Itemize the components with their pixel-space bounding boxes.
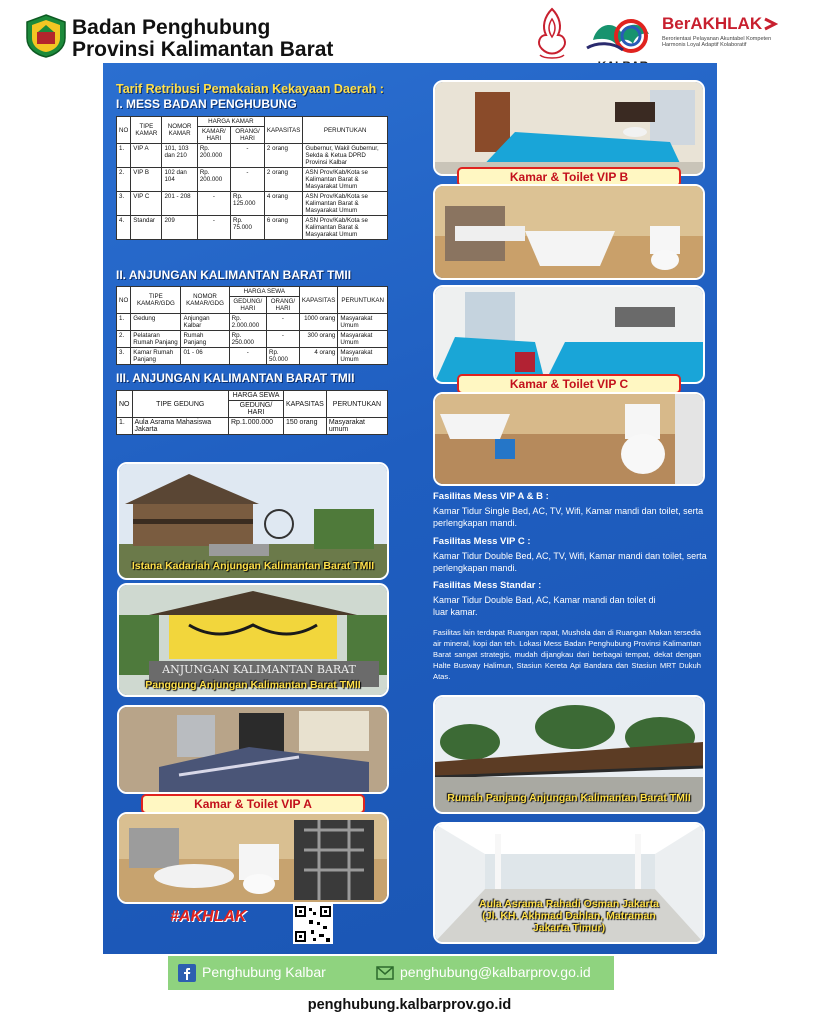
section2-title: II. ANJUNGAN KALIMANTAN BARAT TMII [116,268,352,282]
vip-c-toilet-photo [433,392,705,486]
fac-vip-c-title: Fasilitas Mess VIP C : [433,536,531,547]
cell: VIP B [131,168,162,192]
anj-header-kapasitas: KAPASITAS [299,287,337,314]
cell: 1. [117,314,131,331]
cell: Gedung [131,314,181,331]
kalbar-emblem-logo [25,14,67,58]
table-row [117,192,388,216]
aula-header-tipe: TIPE GEDUNG [132,391,229,418]
cell: Rp. 250.000 [229,331,266,348]
cell: Masyarakat Umum [338,314,388,331]
email-link[interactable]: penghubung@kalbarprov.go.id [400,964,591,980]
table-row [117,168,388,192]
vip-c-toilet-illustration [435,394,703,484]
cell: ASN Prov/Kab/Kota se Kalimantan Barat & Masyarakat Umum [303,216,388,240]
cell: ASN Prov/Kab/Kota se Kalimantan Barat & Masyarakat Umum [303,168,388,192]
cell: - [267,314,300,331]
table-row [117,314,388,331]
vip-b-caption: Kamar & Toilet VIP B [457,167,681,187]
cell: - [231,144,265,168]
qr-code-icon[interactable] [293,904,333,944]
vip-b-toilet-photo [433,184,705,280]
cell: 1. [117,418,133,435]
cell: - [267,331,300,348]
cell: 2 orang [264,168,302,192]
berakhlak-subtitle: Berorientasi Pelayanan Akuntabel Kompeten Harmonis Loyal Adaptif Kolaboratif [662,36,772,48]
vip-c-room-photo [433,285,705,384]
cell: 4. [117,216,131,240]
facebook-icon [178,964,196,982]
fac-standar-text: Kamar Tidur Double Bad, AC, Kamar mandi dan toilet di luar kamar. [433,595,656,617]
akhlak-badge [170,908,260,942]
cell: 150 orang [283,418,326,435]
mess-header-orang-hari: ORANG/ HARI [231,127,265,144]
vip-c-room-illustration [435,287,703,382]
cell: Rp. 125.000 [231,192,265,216]
table-row [117,216,388,240]
anj-header-harga: HARGA SEWA [229,287,299,297]
cell: 2. [117,168,131,192]
mess-header-kapasitas: KAPASITAS [264,117,302,144]
anjungan-table [116,286,388,365]
org-line-1: Badan Penghubung [72,16,271,39]
cell: - [197,216,230,240]
fac-standar-title: Fasilitas Mess Standar : [433,580,542,591]
aula-header-peruntukan: PERUNTUKAN [326,391,387,418]
fac-vip-c-text: Kamar Tidur Double Bed, AC, TV, Wifi, Kamar mandi dan toilet, serta perlengkapan mandi. [433,551,707,573]
cell: 2. [117,331,131,348]
cell: VIP C [131,192,162,216]
vip-b-toilet-illustration [435,186,703,278]
vip-a-toilet-photo [117,812,389,904]
cell: - [231,168,265,192]
mess-header-no: NO [117,117,131,144]
rumah-panjang-photo [433,695,705,814]
table-row [117,418,388,435]
cell: Pelataran Rumah Panjang [131,331,181,348]
aula-caption-line2: (Jl. KH. Akhmad Dahlan, Matraman [482,910,656,922]
cell: 01 - 06 [181,348,229,365]
org-line-2: Provinsi Kalimantan Barat [72,38,334,61]
aula-header-kapasitas: KAPASITAS [283,391,326,418]
istana-caption: Istana Kadariah Anjungan Kalimantan Barat TMII [131,560,375,572]
cell: 4 orang [299,348,337,365]
cell: 4 orang [264,192,302,216]
cell: VIP A [131,144,162,168]
anj-header-gedung-hari: GEDUNG/ HARI [229,297,266,314]
cell: - [197,192,230,216]
cell: Masyarakat umum [326,418,387,435]
aula-header-harga: HARGA SEWA [229,391,284,401]
tarif-title: Tarif Retribusi Pemakaian Kekayaan Daerah : [116,82,384,96]
mess-header-nomor: NOMOR KAMAR [162,117,197,144]
cell: Masyarakat Umum [338,348,388,365]
mess-table [116,116,388,240]
cell: Rp. 200.000 [197,144,230,168]
table-row [117,348,388,365]
aula-caption-line3: Jakarta Timur) [532,922,606,934]
aula-caption [435,898,703,934]
vip-a-caption: Kamar & Toilet VIP A [141,794,365,814]
cell: Rp.1.000.000 [229,418,284,435]
cell: 201 - 208 [162,192,197,216]
vip-c-caption: Kamar & Toilet VIP C [457,374,681,394]
cell: Kamar Rumah Panjang [131,348,181,365]
cell: Rp. 200.000 [197,168,230,192]
website-link[interactable]: penghubung.kalbarprov.go.id [307,997,512,1013]
cell: 3. [117,348,131,365]
cell: Anjungan Kalbar [181,314,229,331]
cell: 300 orang [299,331,337,348]
aula-header-no: NO [117,391,133,418]
table-row [117,331,388,348]
aula-photo [433,822,705,944]
vip-a-room-illustration [119,707,387,792]
fac-vip-ab-text: Kamar Tidur Single Bed, AC, TV, Wifi, Kamar mandi dan toilet, serta perlengkapan mandi. [433,506,704,528]
akhlak-badge-text: #AKHLAK [170,908,247,925]
istana-kadariah-photo [117,462,389,580]
cell: ASN Prov/Kab/Kota se Kalimantan Barat & Masyarakat Umum [303,192,388,216]
berakhlak-title: BerAKHLAK [662,14,763,33]
cell: Rumah Panjang [181,331,229,348]
cell: Masyarakat Umum [338,331,388,348]
cell: Rp. 50.000 [267,348,300,365]
cell: Aula Asrama Mahasiswa Jakarta [132,418,229,435]
contact-bar [168,956,614,990]
vip-a-room-photo [117,705,389,794]
aula-header-gedung-hari: GEDUNG/ HARI [229,401,284,418]
anj-header-nomor: NOMOR KAMAR/GDG [181,287,229,314]
anj-header-tipe: TIPE KAMAR/GDG [131,287,181,314]
aula-caption-line1: Aula Asrama Rahadi Osman Jakarta [479,898,659,910]
cell: 2 orang [264,144,302,168]
vip-b-room-illustration [435,82,703,174]
cell: 1. [117,144,131,168]
fac-other-text: Fasilitas lain terdapat Ruangan rapat, Mushola dan di Ruangan Makan tersedia air mineral, kopi dan teh. Lokasi Mess Badan Penghubung Provinsi Kalimantan Barat sangat strategis, mudah dijangkau dari berbagai tempat, dekat dengan Halte Busway Halimun, Stasiun Kereta Api Bandara dan Stasiun MRT Dukuh Atas. [433,628,701,681]
vip-a-toilet-illustration [119,814,387,902]
cell: Rp. 2.000.000 [229,314,266,331]
mess-header-tipe: TIPE KAMAR [131,117,162,144]
facebook-link[interactable]: Penghubung Kalbar [202,964,326,980]
vip-b-room-photo [433,80,705,176]
cell: Gubernur, Wakil Gubernur, Sekda & Ketua DPRD Provinsi Kalbar [303,144,388,168]
cell: 1000 orang [299,314,337,331]
panggung-sign-text: ANJUNGAN KALIMANTAN BARAT [162,663,356,676]
berakhlak-chevron-icon [762,16,778,32]
cell: - [229,348,266,365]
anj-header-peruntukan: PERUNTUKAN [338,287,388,314]
cell: Rp. 75.000 [231,216,265,240]
section1-title: I. MESS BADAN PENGHUBUNG [116,97,297,111]
panggung-photo [117,583,389,697]
cell: 101, 103 dan 210 [162,144,197,168]
rumah-panjang-caption: Rumah Panjang Anjungan Kalimantan Barat TMII [447,792,691,804]
mess-header-peruntukan: PERUNTUKAN [303,117,388,144]
anj-header-no: NO [117,287,131,314]
email-icon [376,966,394,980]
cell: 209 [162,216,197,240]
berakhlak-logo [662,14,782,64]
anj-header-orang-hari: ORANG/ HARI [267,297,300,314]
mess-header-kamar-hari: KAMAR/ HARI [197,127,230,144]
cell: 102 dan 104 [162,168,197,192]
panggung-caption: Panggung Anjungan Kalimantan Barat TMII [145,679,361,691]
mess-header-harga: HARGA KAMAR [197,117,264,127]
organization-title [72,17,333,61]
table-row [117,144,388,168]
cell: 3. [117,192,131,216]
aula-table [116,390,388,435]
fac-vip-ab-title: Fasilitas Mess VIP A & B : [433,491,549,502]
section3-title: III. ANJUNGAN KALIMANTAN BARAT TMII [116,371,355,385]
cell: Standar [131,216,162,240]
cell: 6 orang [264,216,302,240]
